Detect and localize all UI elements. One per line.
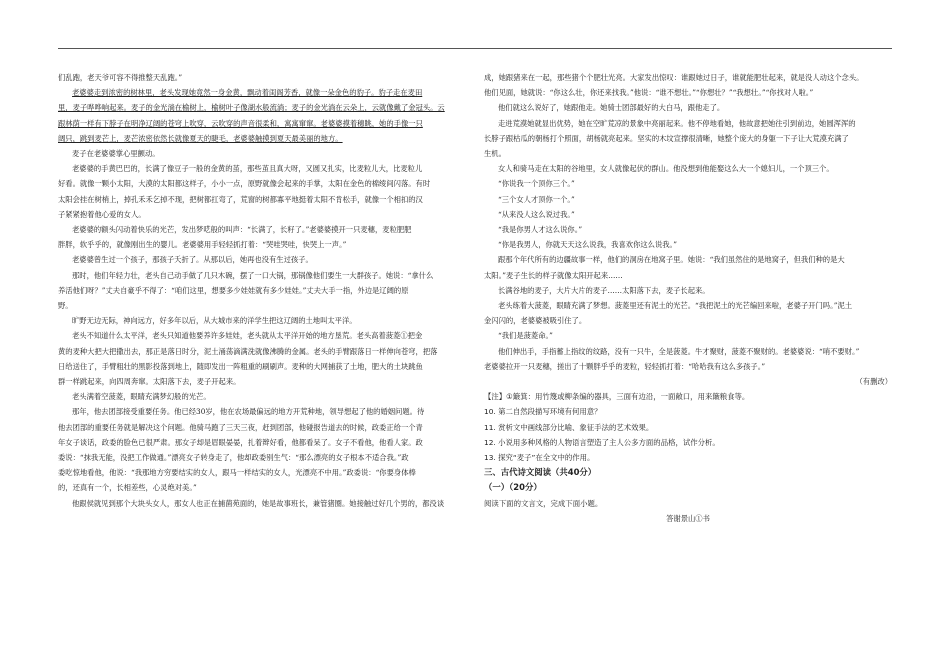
text-line: 他们就这么说好了，她跟他走。她骑士团部最好的大白马，跟他走了。 (498, 103, 725, 113)
text-line: 成，她跟猪来在一起，那些猪个个肥壮光亮。大家发出惊叹：谁跟她过日子，谁就能肥壮起来，就是没人动这个念头。 (484, 73, 864, 82)
text-line: 长脖子跟枯瓜的朝杨打个照面，胡杨就亮起来。坚实的木坟宣撑很清晰，她整个庞大的身躯一下子让大荒漠充满了 (484, 133, 849, 143)
header-rule (58, 48, 892, 49)
underlined-line: 老婆婆走到浓密的树林里，老头发现她竟然一身金黄，飘动着闺阁芳香，就像一朵金色的豹子。豹子走在麦田 (72, 88, 423, 98)
underlined-line: 跟林荫一样有下脖子在明净辽阔的苍穹上吹穿，云吹穿的声音很柔和，寓寓窜窜。老婆婆摸着穗眺，她的手像一只 (58, 118, 423, 128)
text-line: 老头练着大菠菱，眼睛充满了梦想。菠菱里还有泥土的光芒。“我把泥土的光芒编回来啦，老婆子开门吗。”泥土 (498, 301, 853, 311)
text-line: 金闪闪的，老婆婆被吸引住了。 (484, 316, 587, 326)
text-line: 太阳会挂在树梢上，掉孔禾禾乞掉不现，把树都扛弯了，荒窗的树都寡平地挺着太阳不肯松手，就像一个相扣的汉 (58, 194, 423, 204)
text-line: 好看。就像一颗小太阳，大漠的太阳都这样子，小小一点，原野就像会起来的手掌，太阳在金色的棉绫间闪落。有时 (58, 179, 431, 189)
text-line: 那年，他去团部接受重要任务。他已经30岁，他在农场最偏远的地方开荒种地，领导想起了他的婚姻问题。待 (72, 407, 425, 417)
text-line: 日给送住了，手臂粗壮的黑影投落到地上，随即发出一阵粗重的刷刷声。麦种的大网捕获了土地，肥大的土块跳鱼 (58, 361, 423, 371)
question-12: 12. 小说用多种风格的人物语言塑造了主人公多方面的品格，试作分析。 (484, 437, 720, 447)
question-13: 13. 探究“麦子”在全文中的作用。 (484, 453, 595, 463)
text-line: 旷野无边无际，神向远方，好多年以后，从大城市来的洋学生把这辽阔的土地叫太平洋。 (72, 316, 357, 326)
text-line: 胖胖，软乎乎的，就像刚出生的婴儿。老婆婆用手轻轻抓打着：“哭哇哭哇，快哭上一声。” (58, 240, 347, 250)
passage-title: 答谢景山①书 (666, 513, 710, 523)
text-line: 那时，他们年轻力壮，老头自己动手做了几只木碗，摆了一口大锅，那锅像他们要生一大群孩子。她说：“拿什么 (72, 270, 434, 280)
subsection-heading: （一）（20分） (484, 482, 542, 493)
text-line: 老头不知道什么太平洋，老头只知道他要养许多娃娃，老头就从太平洋开始的地方垦荒。老头高着菠菱①把金 (72, 331, 423, 341)
source-note: （有删改） (855, 377, 892, 387)
instruction-text: 阅读下面的文言文，完成下面小题。 (484, 498, 603, 508)
question-10: 10. 第二自然段描写环境有何用意？ (484, 407, 602, 417)
text-line: 太阳。”麦子生长的样子就像太阳开起来…… (484, 270, 623, 280)
text-line: 委说：“抹我无能，没把工作做通。”漂亮女子转身走了，他却政委别生气：“那么漂亮的女子根本不适合我。”政 (58, 453, 409, 463)
text-line: 长满谷地的麦子，大片大片的麦子……太阳落下去，麦子长起来。 (498, 285, 710, 295)
text-line: 们乱跑，老天爷可容不得推整天乱跑。” (58, 73, 183, 82)
text-line: “我们是菠菱命。” (498, 331, 553, 341)
underlined-line: 里，麦子哗哗响起来。麦子的金光淌在榆树上，榆树叶子像湖水般流淌；麦子的金光淌在云朵上，云就像戴了金冠头。云 (58, 103, 445, 113)
question-11: 11. 赏析文中画线部分比喻、象征手法的艺术效果。 (484, 422, 654, 432)
text-line: 养活他们呀？”丈夫自豪乎不得了：“咱们这里，想要多少娃娃就有多少娃娃。”丈夫大手一指，外边是辽阔的原 (58, 285, 409, 295)
left-column (58, 70, 466, 511)
text-line: 老婆婆曾生过一个孩子，那孩子夭折了。从那以后，她再也没有生过孩子。 (72, 255, 313, 265)
text-line: 跟那个年代所有的边疆故事一样，他们的洞房在地窝子里。她说：“我们虽然住的是地窝子，但我们种的是大 (498, 255, 845, 265)
text-line: 老婆婆拉开一只麦穗，搓出了十颗胖乎乎的麦粒，轻轻抓打着：“哈哈我有这么多孩子。” (484, 361, 766, 371)
dialogue-line: “我是你男人才这么说你。” (498, 225, 583, 235)
text-line: 老婆婆的额头闪动着快乐的光芒，发出梦呓般的叫声：“长满了，长籽了。”老婆婆摸开一只麦穗，麦粒肥肥 (72, 225, 412, 235)
text-line: 野。 (58, 301, 73, 311)
dialogue-line: “三个女人才顶你一个。” (498, 194, 575, 204)
text-line: 群一样跳起来，向四周奔窜。太阳落下去，麦子开起来。 (58, 377, 241, 387)
text-line: 子紧紧抱着他心爱的女人。 (58, 209, 146, 219)
text-line: 他们见面，她就说：“你这么壮，你还来找我。”他说：“谁不想壮。”“你想壮？”“我想壮。”“你找对人啦。” (484, 88, 814, 98)
right-column (484, 70, 892, 526)
dialogue-line: “从来没人这么说过我。” (498, 209, 575, 219)
text-line: 他们伸出手，手指蓄上指纹的纹路，没有一只牛，全是菠菱。牛才聚财，菠菱不聚财的。老婆婆说：“哨不要财。” (498, 346, 860, 356)
text-line: 他跟侯就见到那个大块头女人，那女人也正在捕菌苑面的，她是故事班长，兼管猪圈。她接触过好几个男的，都没谈 (72, 498, 445, 508)
text-line: 老头满着空菠菱，眼睛充满梦幻般的光芒。 (72, 392, 211, 402)
dialogue-line: “你是我男人，你就天天这么说我，我喜欢你这么说我。” (498, 240, 677, 250)
text-line: 年女子谈话，政委的脸色已很严肃。那女子却是眉眼晏晏，扎着辫好看，他都看呆了。女子不看他，他看人家。政 (58, 437, 423, 447)
text-line: 走进荒漠她就显出优势，她在空旷荒凉的景象中亮丽起来。他不停地看她，他故意把她往引到前边，她圆浑浑的 (498, 118, 856, 128)
text-line: 黄的麦种大把大把撒出去，那正是落日时分，泥土涌荡滴满洗就像沸腾的金属。老头的手臂跟落日一样伸向苍穹，把落 (58, 346, 438, 356)
underlined-line: 阔只，跳到麦芒上，麦芒浓密依然长就像夏天的睫毛，老婆婆触摸到夏天最美丽的地方。 (58, 133, 343, 143)
text-line: 老婆婆的手黄巴巴的，长满了像豆子一般的金黄的茧，那些茧且真大呀，又圆又扎实，比麦粒儿大，比麦粒儿 (72, 164, 423, 174)
text-line: 委吃惊地看他，他说：“我那地方穷要结实的女人，跟马一样结实的女人，光漂亮不中用。”政委说：“你要身体棒 (58, 468, 416, 478)
text-line: 的，还真有一个，长相差些，心灵绝对美。” (58, 483, 197, 493)
text-line: 他去团部的重要任务就是解决这个问题。他骑马跑了三天三夜，赶到团部，他碰报告道去的时候，政委正给一个青 (58, 422, 423, 432)
text-line: 麦子在老婆婆掌心里颤动。 (72, 149, 160, 159)
section-heading: 三、古代诗文阅读（共40分） (484, 467, 597, 478)
text-line: 生机。 (484, 149, 506, 159)
footnote: 【注】①簸箕：用竹篾或柳条编的器具，三面有边沿，一面敞口，用来簸粮食等。 (484, 392, 750, 402)
text-line: 女人和骑马走在太阳的谷地里，女人就像起伏的群山。他没想到他能娶这么大一个媳妇儿，一个顶三个。 (498, 164, 834, 174)
dialogue-line: “你说我一个顶你三个。” (498, 179, 575, 189)
